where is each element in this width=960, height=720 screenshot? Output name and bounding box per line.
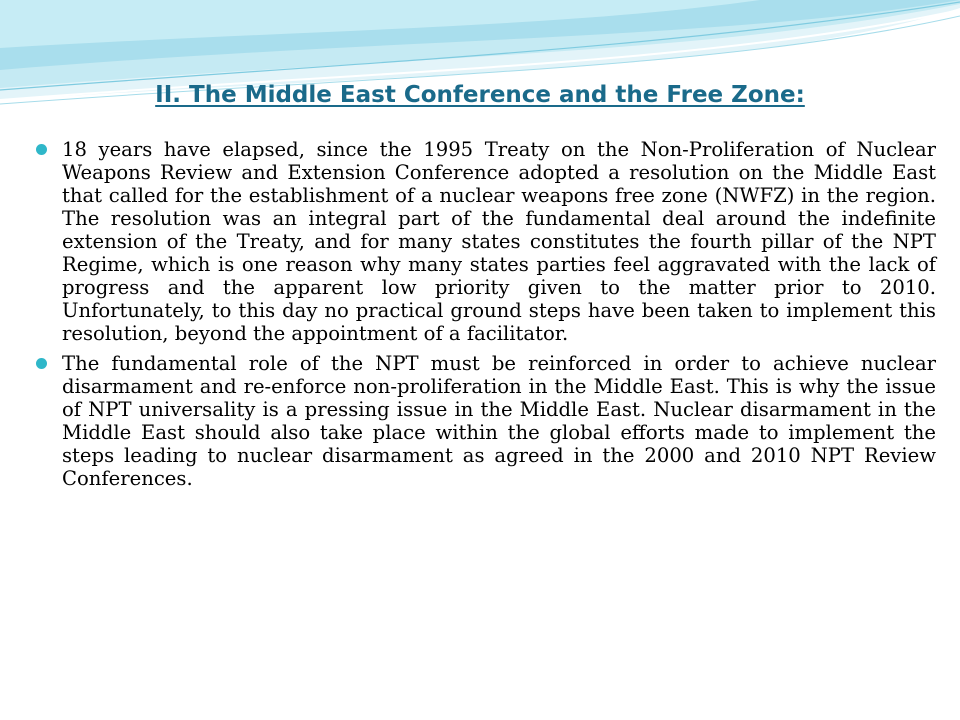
bullet-dot-icon [36, 144, 47, 155]
bullet-dot-icon [36, 358, 47, 369]
bullet-text: 18 years have elapsed, since the 1995 Treaty on the Non-Proliferation of Nuclear Weapons Review and Extension Conference adopted a resolution on the Middle East that called for the establishment of a nuclear weapons free zone (NWFZ) in the region. The resolution was an integral part of the fundamental deal around the indefinite extension of the Treaty, and for many states constitutes the fourth pillar of the NPT Regime, which is one reason why many states parties feel aggravated with the lack of progress and the apparent low priority given to the matter prior to 2010. Unfortunately, to this day no practical ground steps have been taken to implement this resolution, beyond the appointment of a facilitator. [62, 138, 936, 345]
bullet-list [62, 138, 936, 497]
bullet-item-2 [62, 352, 936, 490]
slide-title: II. The Middle East Conference and the Free Zone: [155, 82, 805, 108]
bullet-text: The fundamental role of the NPT must be reinforced in order to achieve nuclear disarmament and re-enforce non-proliferation in the Middle East. This is why the issue of NPT universality is a pressing issue in the Middle East. Nuclear disarmament in the Middle East should also take place within the global efforts made to implement the steps leading to nuclear disarmament as agreed in the 2000 and 2010 NPT Review Conferences. [62, 352, 936, 490]
bullet-item-1 [62, 138, 936, 345]
